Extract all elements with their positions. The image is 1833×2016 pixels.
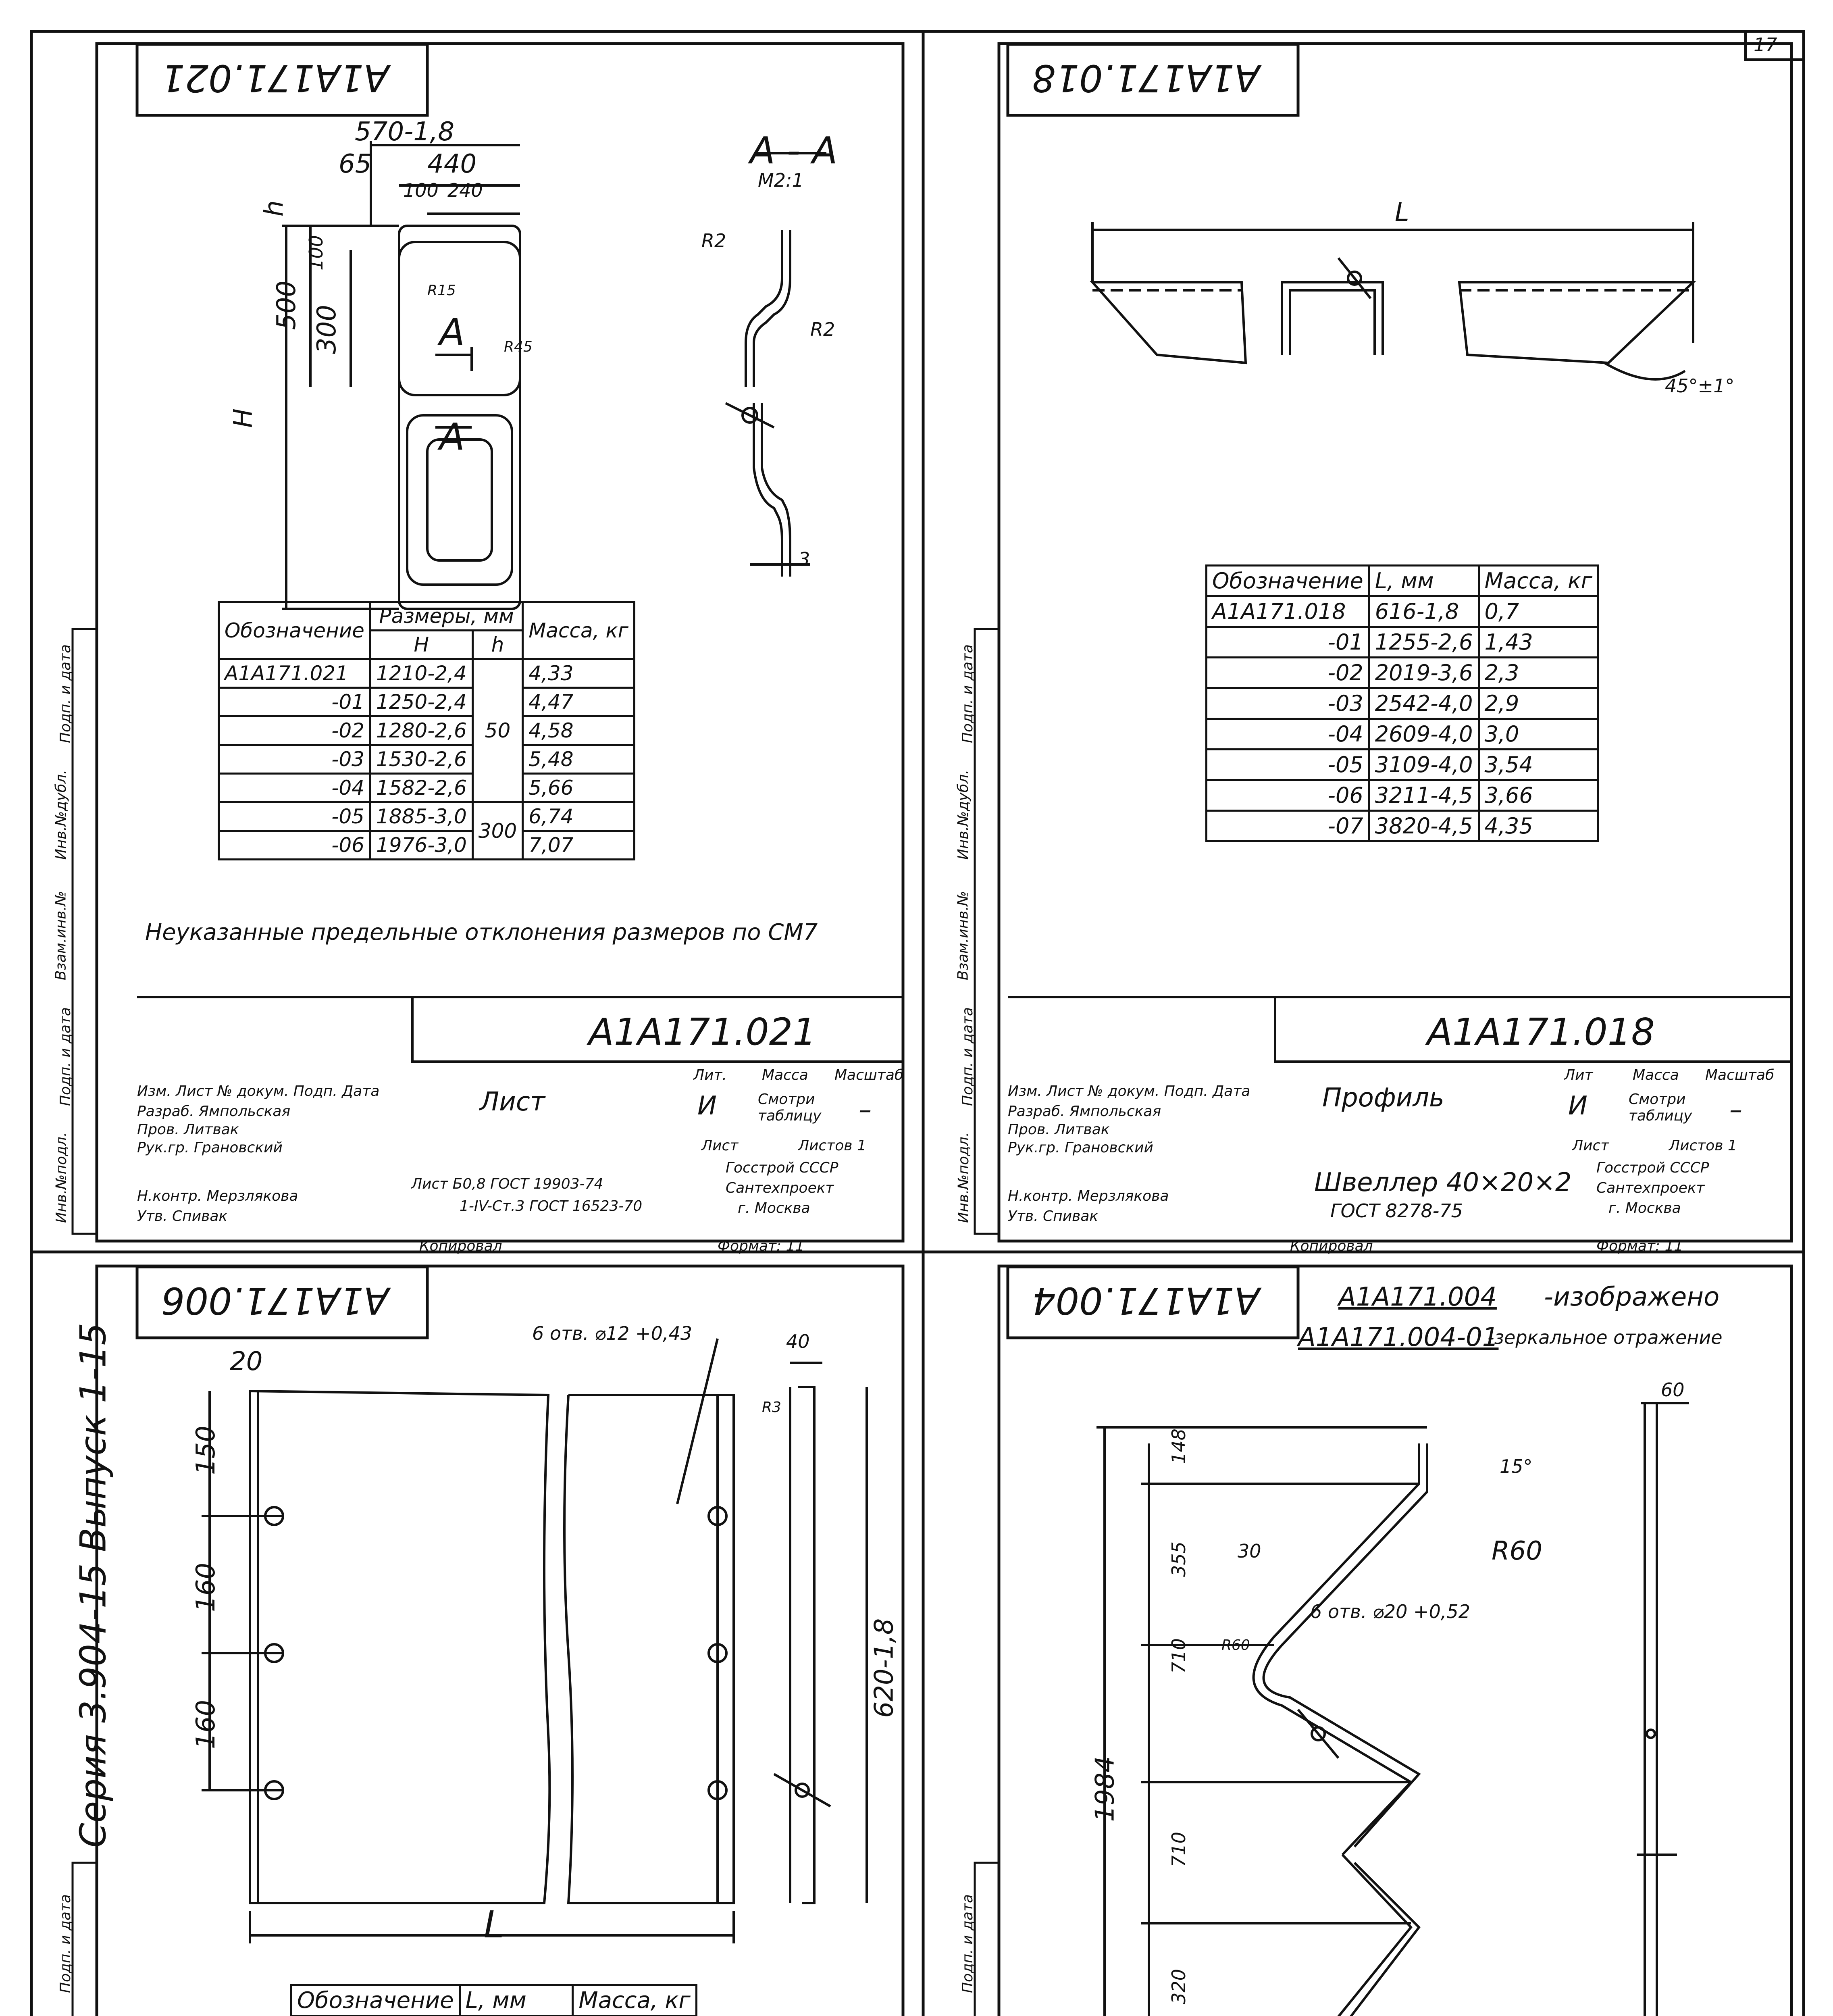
table-header: h xyxy=(472,631,522,659)
table-cell: 5,66 xyxy=(523,774,635,802)
mass-value: Смотри таблицу xyxy=(758,1091,822,1124)
title-block-code: A1A171.018 xyxy=(1427,1010,1655,1054)
variant-text: -изображено xyxy=(1544,1282,1720,1312)
material-line1: Лист Б0,8 ГОСТ 19903-74 xyxy=(411,1176,603,1192)
dim-label: 20 xyxy=(230,1347,263,1377)
dim-label: R2 xyxy=(810,319,835,340)
dim-label: 710 xyxy=(1167,1638,1190,1674)
table-cell: 2609-4,0 xyxy=(1369,719,1479,750)
stamp-top-code: A1A171.018 xyxy=(1032,56,1260,100)
side-label: Взам.инв.№ xyxy=(52,891,69,981)
table-cell: 3211-4,5 xyxy=(1369,780,1479,811)
dim-label: 45°±1° xyxy=(1665,375,1735,397)
table-cell: 6,74 xyxy=(523,802,635,831)
dim-label: 60 xyxy=(1661,1379,1685,1401)
table-cell: 2019-3,6 xyxy=(1369,658,1479,688)
dim-label: R60 xyxy=(1492,1536,1542,1566)
dim-label: R2 xyxy=(701,230,726,252)
table-cell: 1250-2,4 xyxy=(370,688,472,716)
note: Неуказанные предельные отклонения размеров по СМ7 xyxy=(145,919,818,946)
dim-label: 6 отв. ⌀12 +0,43 xyxy=(532,1322,692,1344)
table-cell: 1530-2,6 xyxy=(370,745,472,774)
table-cell: 2,3 xyxy=(1479,658,1598,688)
stamp-top-code: A1A171.006 xyxy=(161,1279,389,1322)
table-cell: -01 xyxy=(1207,627,1369,658)
section-mark: A xyxy=(439,310,465,354)
table-cell: -06 xyxy=(1207,780,1369,811)
table-cell: 1976-3,0 xyxy=(370,831,472,860)
table-cell: 7,07 xyxy=(523,831,635,860)
side-label: Подп. и дата xyxy=(959,1007,976,1106)
table-cell: 1280-2,6 xyxy=(370,716,472,745)
table-header: H xyxy=(370,631,472,659)
role-row: Утв. Спивак xyxy=(137,1208,228,1225)
dim-label: R3 xyxy=(762,1399,781,1416)
dim-label: R45 xyxy=(504,339,533,355)
table-cell: 3,66 xyxy=(1479,780,1598,811)
table-cell: -02 xyxy=(1207,658,1369,688)
table-cell: 3109-4,0 xyxy=(1369,750,1479,780)
table-cell: -05 xyxy=(219,802,370,831)
dim-label: 65 xyxy=(339,149,372,179)
title-block: A1A171.018 Профиль Лит Масса Масштаб И Смотри таблицу – Лист Листов 1 Швеллер 40×20×2 ГОСТ 8278-75 Госстрой СССР Сантехпроект г. Москва Изм. Лист № докум. Подп. Дата Разраб. Ямпольская Пров. Литвак Рук.гр. Грановский Н.контр. Мерзлякова Утв. Спивак xyxy=(1008,996,1791,1240)
role-row: Пров. Литвак xyxy=(137,1121,239,1138)
table-header: Обозначение xyxy=(219,602,370,659)
dim-label: 160 xyxy=(191,1699,221,1749)
material-line1: Швеллер 40×20×2 xyxy=(1314,1168,1572,1198)
dim-label: 355 xyxy=(1167,1541,1190,1577)
table-cell: 3820-4,5 xyxy=(1369,811,1479,841)
table-header: L, мм xyxy=(1369,566,1479,596)
table-cell: 4,35 xyxy=(1479,811,1598,841)
variant-code: A1A171.004-01 xyxy=(1298,1322,1499,1352)
table-header: Масса, кг xyxy=(523,602,635,659)
table-cell: -03 xyxy=(1207,688,1369,719)
side-label: Инв.№подл. xyxy=(53,1132,70,1223)
org-line: Госстрой СССР xyxy=(726,1160,838,1176)
mass-label: Масса xyxy=(762,1067,808,1083)
dim-label: 620-1,8 xyxy=(869,1618,899,1718)
variant-text: -зеркальное отражение xyxy=(1488,1327,1723,1348)
stamp-top-code: A1A171.004 xyxy=(1032,1279,1260,1322)
table-cell: -06 xyxy=(219,831,370,860)
dim-label: L xyxy=(1395,198,1409,227)
side-label: Подп. и дата xyxy=(57,1007,74,1106)
dim-label: 100 xyxy=(305,235,327,271)
table-cell: A1A171.018 xyxy=(1207,596,1369,627)
lit-label: Лит. xyxy=(693,1067,727,1083)
table-header: Размеры, мм xyxy=(370,602,522,631)
format-label: Формат: 11 xyxy=(718,1238,805,1254)
table-cell: 1255-2,6 xyxy=(1369,627,1479,658)
dim-label: 570-1,8 xyxy=(355,117,455,147)
section-scale: М2:1 xyxy=(758,169,804,191)
table-cell: 1582-2,6 xyxy=(370,774,472,802)
table-cell: 3,54 xyxy=(1479,750,1598,780)
lit-value: И xyxy=(697,1091,717,1121)
role-row: Рук.гр. Грановский xyxy=(137,1139,283,1156)
side-label: Подп. и дата xyxy=(959,1894,976,1993)
table-cell: 2,9 xyxy=(1479,688,1598,719)
part-name: Лист xyxy=(480,1087,545,1117)
side-label: Инв.№дубл. xyxy=(955,769,972,860)
table-cell: -05 xyxy=(1207,750,1369,780)
dim-label: 710 xyxy=(1167,1832,1190,1867)
role-row: Н.контр. Мерзлякова xyxy=(137,1188,298,1204)
stamp-top-code: A1A171.021 xyxy=(161,56,389,100)
dim-label: 30 xyxy=(1238,1540,1261,1562)
side-label: Инв.№подл. xyxy=(955,1132,972,1223)
table-cell: 3,0 xyxy=(1479,719,1598,750)
table-header: Обозначение xyxy=(291,1985,460,2016)
table-cell: -07 xyxy=(1207,811,1369,841)
org-line: Сантехпроект xyxy=(726,1180,834,1196)
page-number: 17 xyxy=(1754,34,1777,56)
material-line2: 1-IV-Ст.3 ГОСТ 16523-70 xyxy=(460,1198,643,1214)
side-label: Подп. и дата xyxy=(959,644,976,744)
dim-label: 500 xyxy=(272,280,302,330)
dim-label: 148 xyxy=(1167,1429,1190,1464)
table-cell: 0,7 xyxy=(1479,596,1598,627)
table-cell: -01 xyxy=(219,688,370,716)
side-label: Подп. и дата xyxy=(57,1894,74,1993)
table-cell: -03 xyxy=(219,745,370,774)
dim-label: 150 xyxy=(191,1425,221,1475)
variant-code: A1A171.004 xyxy=(1338,1282,1497,1312)
part-name: Профиль xyxy=(1322,1083,1444,1113)
dim-label: R60 xyxy=(1221,1637,1250,1654)
dim-label: 300 xyxy=(312,304,342,354)
section-title: А - А xyxy=(750,129,838,172)
copied-label: Копировал xyxy=(419,1238,502,1254)
dim-label: H xyxy=(229,408,259,428)
material-line2: ГОСТ 8278-75 xyxy=(1330,1200,1463,1222)
table-header: L, мм xyxy=(460,1985,573,2016)
table-cell: 1,43 xyxy=(1479,627,1598,658)
dim-label: 240 xyxy=(447,179,483,201)
table-cell: 4,58 xyxy=(523,716,635,745)
dim-label: 15° xyxy=(1500,1456,1533,1477)
table-header: Масса, кг xyxy=(573,1985,696,2016)
section-mark: A xyxy=(439,415,465,458)
header-cols: Изм. Лист № докум. Подп. Дата xyxy=(137,1083,380,1100)
table-cell: 5,48 xyxy=(523,745,635,774)
dim-label: 100 xyxy=(403,179,439,201)
table-cell: 50 xyxy=(472,659,522,802)
sheets-count: Листов 1 xyxy=(798,1137,866,1154)
dim-label: 160 xyxy=(191,1562,221,1612)
table-cell: 300 xyxy=(472,802,522,860)
dim-label: 1984 xyxy=(1090,1756,1120,1822)
side-label: Инв.№дубл. xyxy=(53,769,70,860)
table-cell: -04 xyxy=(1207,719,1369,750)
dim-label: L xyxy=(484,1903,505,1946)
dim-label: 6 отв. ⌀20 +0,52 xyxy=(1310,1601,1470,1622)
side-label: Подп. и дата xyxy=(57,644,74,744)
table-cell: 1210-2,4 xyxy=(370,659,472,688)
table-cell: 2542-4,0 xyxy=(1369,688,1479,719)
table-cell: A1A171.021 xyxy=(219,659,370,688)
table-header: Масса, кг xyxy=(1479,566,1598,596)
table-cell: -04 xyxy=(219,774,370,802)
sheet-label: Лист xyxy=(701,1137,739,1154)
role-row: Разраб. Ямпольская xyxy=(137,1103,291,1120)
table-cell: 4,33 xyxy=(523,659,635,688)
title-block-code: A1A171.021 xyxy=(589,1010,816,1054)
table-cell: -02 xyxy=(219,716,370,745)
side-label: Взам.инв.№ xyxy=(955,891,972,981)
scale-label: Масштаб xyxy=(834,1067,904,1083)
dim-label: 440 xyxy=(427,149,477,179)
dim-label: R15 xyxy=(427,282,456,299)
dim-label: 320 xyxy=(1167,1969,1190,2004)
table-cell: 1885-3,0 xyxy=(370,802,472,831)
table-header: Обозначение xyxy=(1207,566,1369,596)
table-cell: 4,47 xyxy=(523,688,635,716)
dim-label: 40 xyxy=(786,1331,810,1352)
table-cell: 616-1,8 xyxy=(1369,596,1479,627)
org-line: г. Москва xyxy=(738,1200,810,1216)
scale-value: – xyxy=(859,1095,872,1125)
dim-label: 3 xyxy=(798,548,810,570)
dim-label: h xyxy=(259,200,289,217)
series-note: Серия 3.904-15 Выпуск 1-15 xyxy=(72,1322,114,1848)
